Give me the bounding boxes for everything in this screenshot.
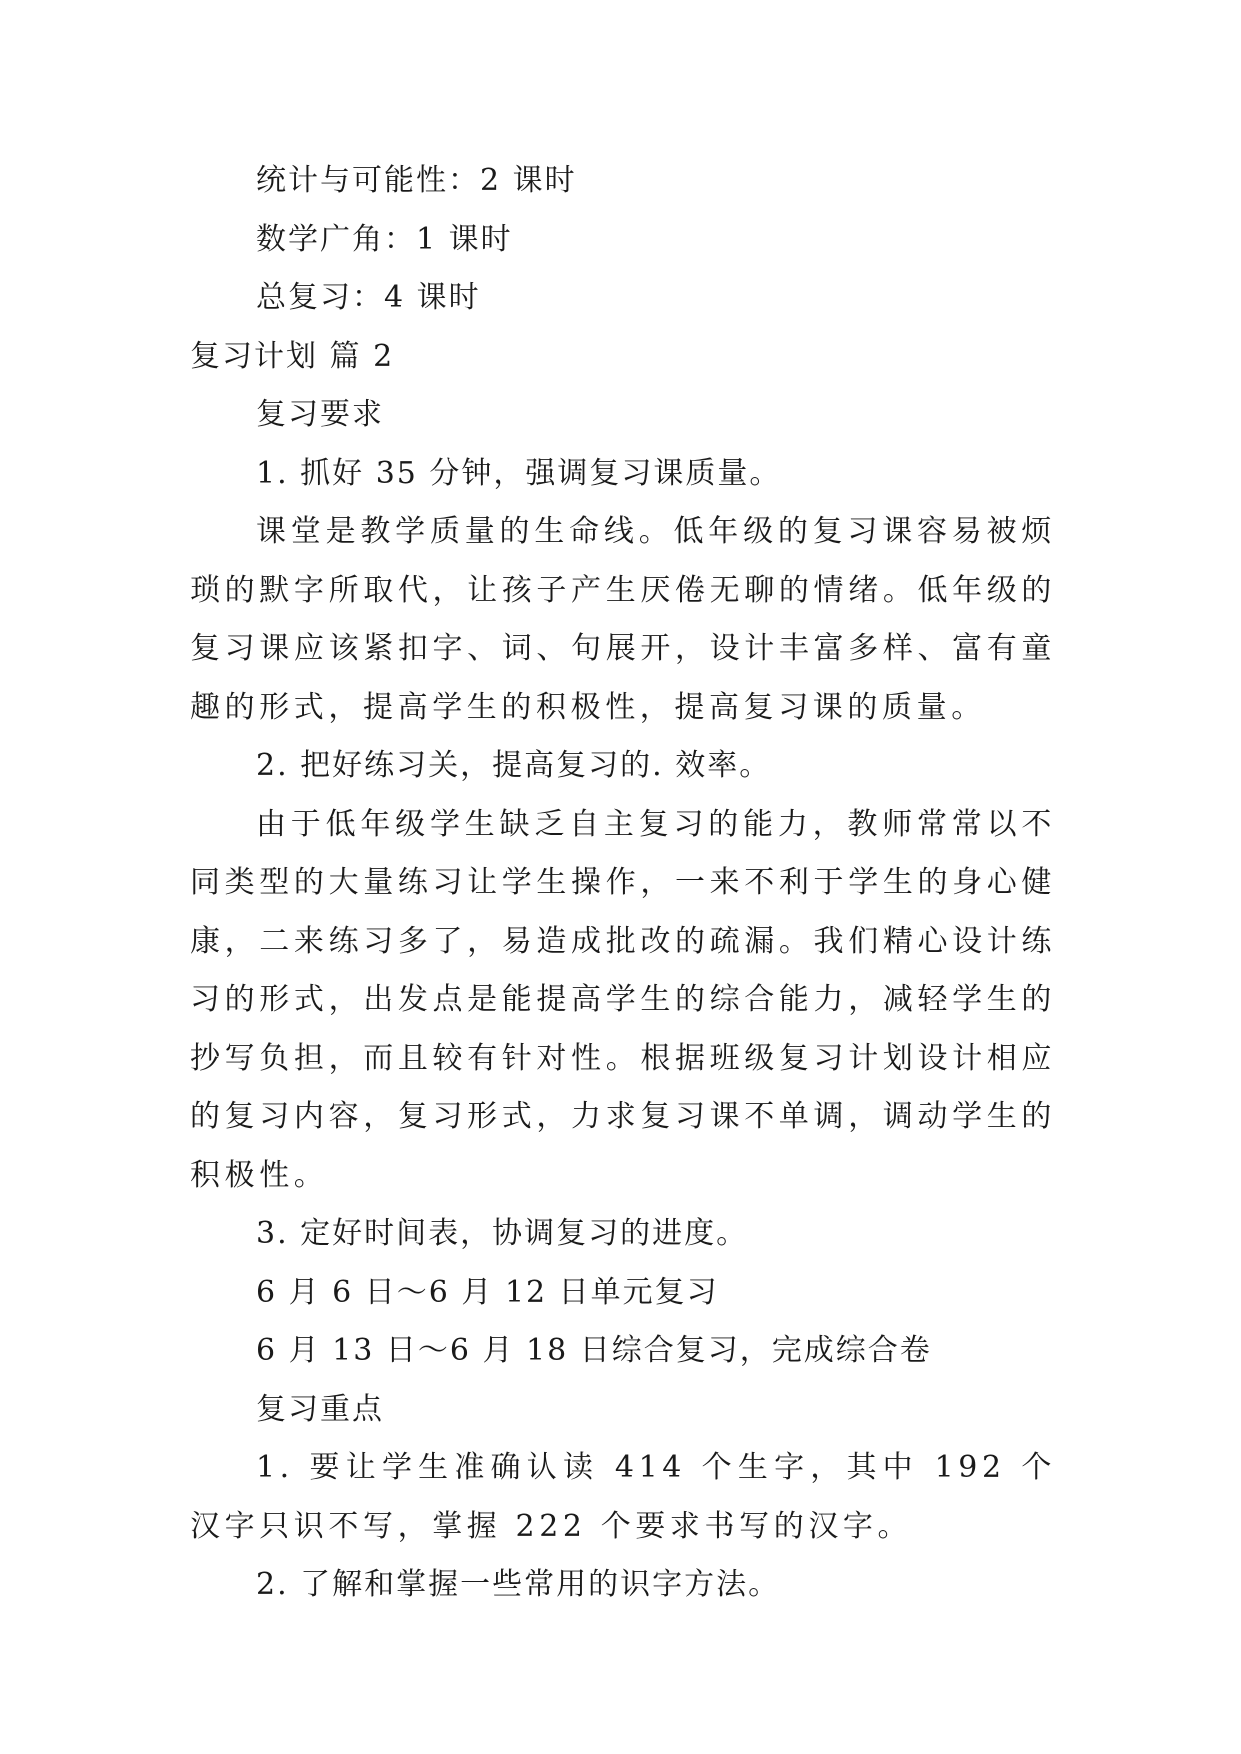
schedule-1: 6 月 6 日～6 月 12 日单元复习: [256, 1274, 719, 1310]
subhead-focus: 复习重点: [256, 1391, 384, 1427]
focus-1: 1. 要让学生准确认读 414 个生字，其中 192 个汉字只识不写，掌握 222 个要求书写的汉字。: [190, 1450, 1056, 1544]
focus-2: 2. 了解和掌握一些常用的识字方法。: [256, 1567, 781, 1602]
line-statistics-hours: 统计与可能性：2 课时: [256, 163, 577, 198]
item-3: 3. 定好时间表，协调复习的进度。: [256, 1216, 749, 1251]
schedule-2: 6 月 13 日～6 月 18 日综合复习，完成综合卷: [256, 1333, 932, 1368]
line-general-review-hours: 总复习：4 课时: [256, 280, 481, 315]
document-body: [190, 152, 1056, 1615]
paragraph-2: 由于低年级学生缺乏自主复习的能力，教师常常以不同类型的大量练习让学生操作，一来不利于学生的身心健康，二来练习多了，易造成批改的疏漏。我们精心设计练习的形式，出发点是能提高学生的综合能力，减轻学生的抄写负担，而且较有针对性。根据班级复习计划设计相应的复习内容，复习形式，力求复习课不单调，调动学生的积极性。: [190, 806, 1056, 1193]
line-math-corner-hours: 数学广角：1 课时: [256, 221, 513, 257]
paragraph-1: 课堂是教学质量的生命线。低年级的复习课容易被烦琐的默字所取代，让孩子产生厌倦无聊的情绪。低年级的复习课应该紧扣字、词、句展开，设计丰富多样、富有童趣的形式，提高学生的积极性，提高复习课的质量。: [190, 514, 1056, 725]
subhead-requirements: 复习要求: [256, 397, 384, 432]
item-1: 1. 抓好 35 分钟，强调复习课质量。: [256, 455, 782, 491]
section-title: 复习计划 篇 2: [190, 338, 395, 374]
item-2: 2. 把好练习关，提高复习的. 效率。: [256, 748, 772, 783]
